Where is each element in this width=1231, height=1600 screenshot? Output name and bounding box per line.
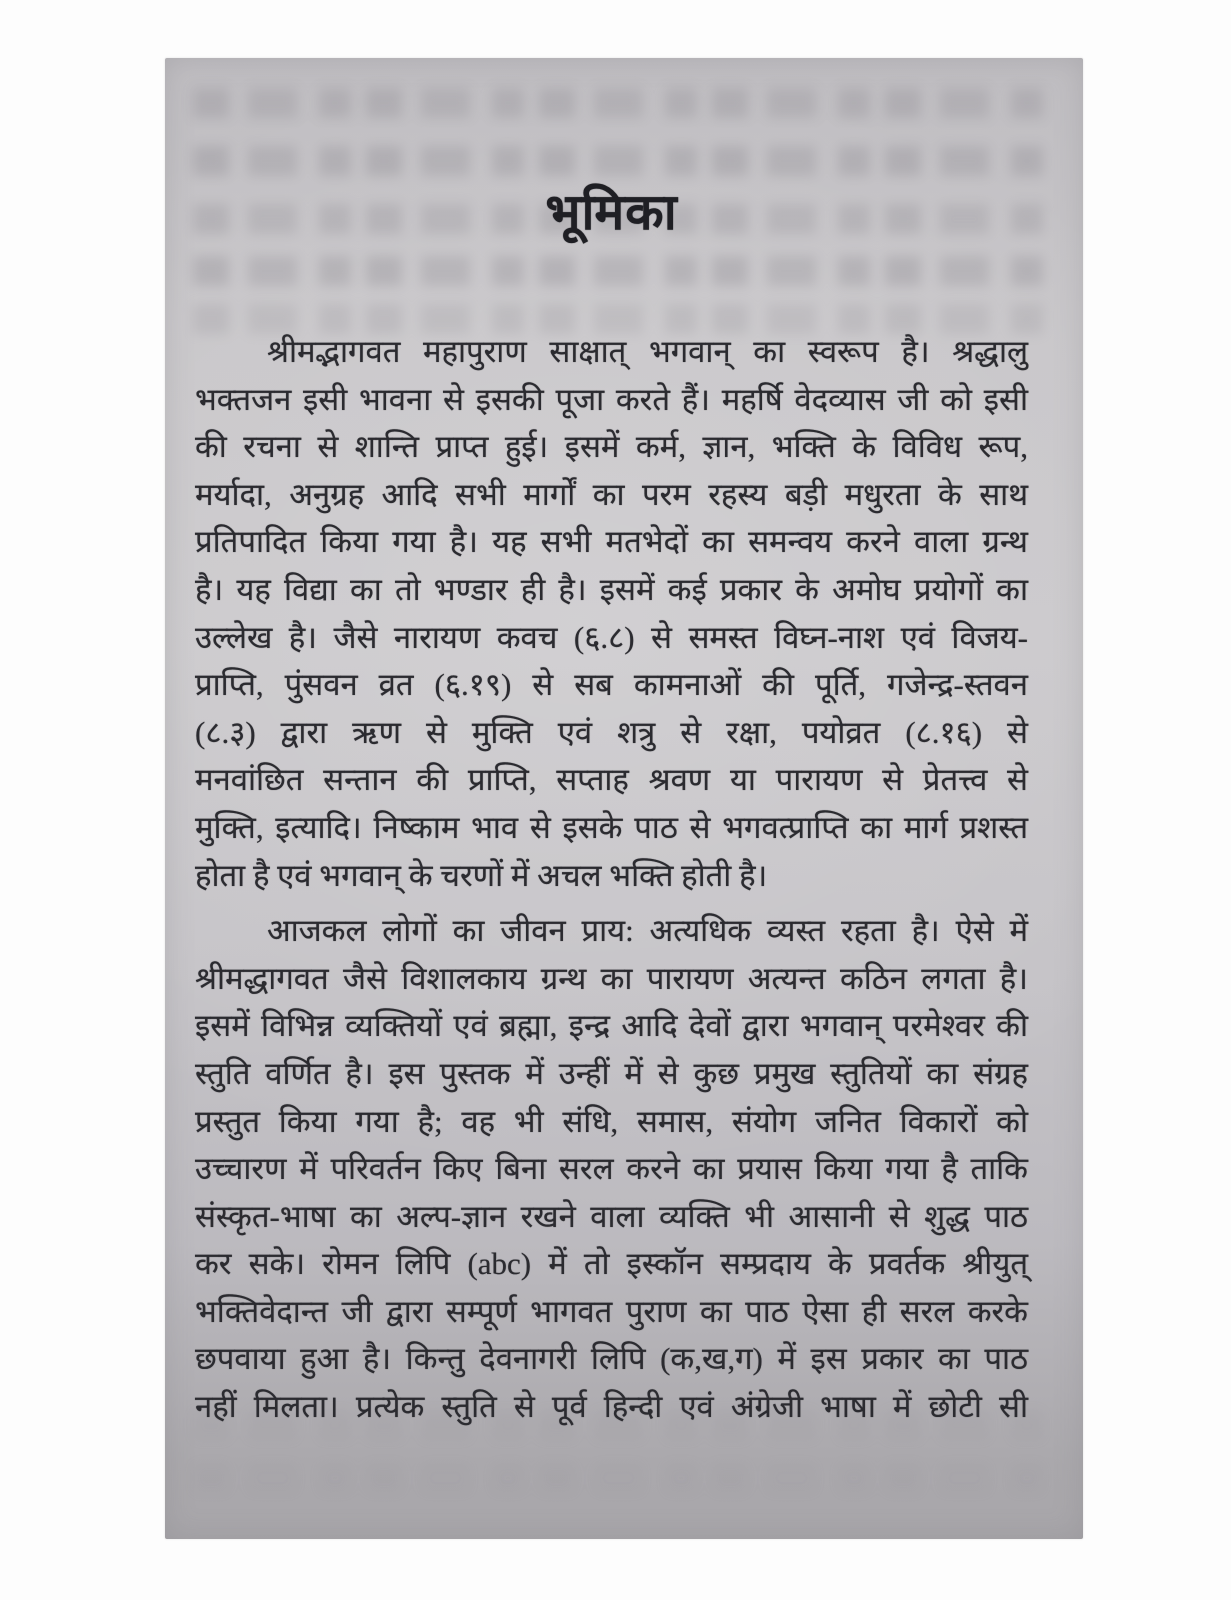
paragraph-one	[195, 328, 1028, 899]
text-line: इसमें विभिन्न व्यक्तियों एवं ब्रह्मा, इन्द्र आदि देवों द्वारा भगवान् परमेश्वर की	[195, 1008, 1028, 1044]
text-line: आजकल लोगों का जीवन प्राय: अत्यधिक व्यस्त रहता है। ऐसे में	[267, 913, 1028, 949]
book-page	[165, 58, 1083, 1539]
text-line: उल्लेख है। जैसे नारायण कवच (६.८) से समस्त विघ्न-नाश एवं विजय-	[195, 619, 1028, 655]
text-line: होता है एवं भगवान् के चरणों में अचल भक्ति होती है।	[195, 857, 768, 893]
page-title: भूमिका	[545, 184, 678, 240]
text-line: श्रीमद्धागवत जैसे विशालकाय ग्रन्थ का पारायण अत्यन्त कठिन लगता है।	[195, 960, 1028, 996]
text-line: नहीं मिलता। प्रत्येक स्तुति से पूर्व हिन्दी एवं अंग्रेजी भाषा में छोटी सी	[195, 1389, 1028, 1425]
text-line: प्रतिपादित किया गया है। यह सभी मतभेदों का समन्वय करने वाला ग्रन्थ	[195, 524, 1028, 560]
text-line: भक्तजन इसी भावना से इसकी पूजा करते हैं। महर्षि वेदव्यास जी को इसी	[195, 381, 1028, 417]
text-line: मनवांछित सन्तान की प्राप्ति, सप्ताह श्रवण या पारायण से प्रेतत्त्व से	[195, 762, 1028, 798]
paragraph-two	[195, 907, 1028, 1431]
text-line: कर सके। रोमन लिपि (abc) में तो इस्कॉन सम्प्रदाय के प्रवर्तक श्रीयुत्	[195, 1246, 1028, 1282]
text-line: उच्चारण में परिवर्तन किए बिना सरल करने का प्रयास किया गया है ताकि	[195, 1151, 1028, 1187]
page-content	[165, 58, 1083, 1539]
text-line: संस्कृत-भाषा का अल्प-ज्ञान रखने वाला व्यक्ति भी आसानी से शुद्ध पाठ	[195, 1198, 1028, 1234]
text-line: मुक्ति, इत्यादि। निष्काम भाव से इसके पाठ से भगवत्प्राप्ति का मार्ग प्रशस्त	[195, 809, 1028, 845]
text-line: भक्तिवेदान्त जी द्वारा सम्पूर्ण भागवत पुराण का पाठ ऐसा ही सरल करके	[195, 1293, 1028, 1329]
text-line: मर्यादा, अनुग्रह आदि सभी मार्गों का परम रहस्य बड़ी मधुरता के साथ	[195, 476, 1028, 512]
text-line: प्रस्तुत किया गया है; वह भी संधि, समास, संयोग जनित विकारों को	[195, 1103, 1028, 1139]
text-line: की रचना से शान्ति प्राप्त हुई। इसमें कर्म, ज्ञान, भक्ति के विविध रूप,	[195, 429, 1028, 465]
text-line: प्राप्ति, पुंसवन व्रत (६.१९) से सब कामनाओं की पूर्ति, गजेन्द्र-स्तवन	[195, 667, 1028, 703]
text-line: छपवाया हुआ है। किन्तु देवनागरी लिपि (क,ख,ग) में इस प्रकार का पाठ	[195, 1341, 1028, 1377]
text-line: (८.३) द्वारा ऋण से मुक्ति एवं शत्रु से रक्षा, पयोव्रत (८.१६) से	[195, 714, 1028, 750]
text-line: स्तुति वर्णित है। इस पुस्तक में उन्हीं में से कुछ प्रमुख स्तुतियों का संग्रह	[195, 1055, 1028, 1091]
text-line: है। यह विद्या का तो भण्डार ही है। इसमें कई प्रकार के अमोघ प्रयोगों का	[195, 571, 1028, 607]
text-line: श्रीमद्भागवत महापुराण साक्षात् भगवान् का स्वरूप है। श्रद्धालु	[267, 334, 1028, 369]
